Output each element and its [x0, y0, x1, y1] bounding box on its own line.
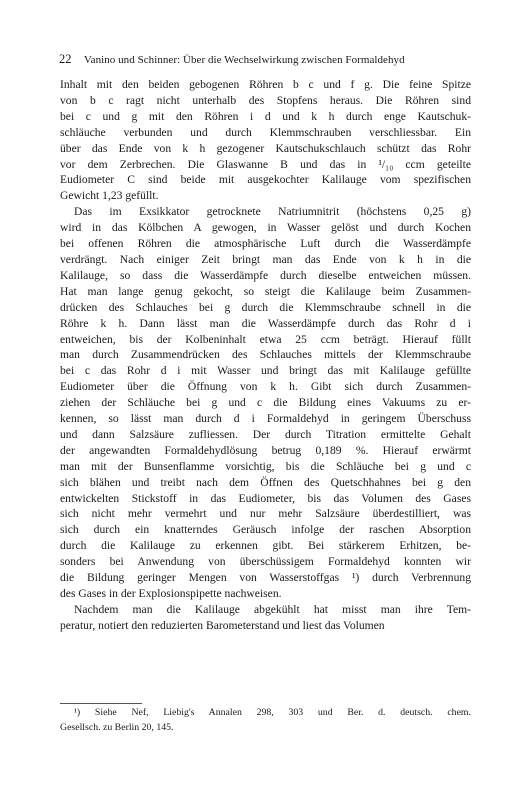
text-line: von b c ragt nicht unterhalb des Stopfens heraus. Die Röhren sind: [60, 93, 471, 107]
text-line: man mit der Bunsenflamme vorsichtig, bis die Schläuche bei g und c: [60, 459, 471, 473]
text-line: sich nicht mehr vermehrt und nur mehr Salzsäure überdestilliert, was: [60, 507, 471, 521]
text-line: vor dem Zerbrechen. Die Glaswanne B und das in ¹/₁₀ ccm geteilte: [60, 157, 471, 171]
text-line: bei offenen Röhren die atmosphärische Luft durch die Wasserdämpfe: [60, 237, 471, 251]
text-line: verdrängt. Nach einiger Zeit bringt man das Ende von k h in die: [60, 252, 471, 266]
text-line: sich blähen und treibt nach dem Öffnen des Quetschhahnes bei g den: [60, 475, 471, 489]
paragraph: [60, 204, 471, 602]
running-header: [59, 52, 479, 67]
text-line: über das Ende von k h gezogener Kautschukschlauch schützt das Rohr: [60, 141, 471, 155]
footnote-line: Gesellsch. zu Berlin 20, 145.: [60, 721, 174, 733]
paragraph: [60, 602, 471, 634]
text-line: drücken des Schlauches bei g durch die Klemmschraube schnell in die: [60, 300, 471, 314]
text-line: entweichen, bis der Kolbeninhalt etwa 25 ccm beträgt. Hierauf füllt: [60, 332, 471, 346]
paragraph: [60, 77, 471, 204]
text-line: sich durch ein knatterndes Geräusch infolge der raschen Absorption: [60, 523, 471, 537]
text-line: bei c und g mit den Röhren i d und k h durch enge Kautschuk-: [60, 109, 471, 123]
text-line: und dann Salzsäure zufliessen. Der durch Titration ermittelte Gehalt: [60, 427, 471, 441]
running-title: Vanino und Schinner: Über die Wechselwirkung zwischen Formaldehyd: [83, 54, 405, 66]
footnote-rule: [60, 703, 142, 704]
text-line: Eudiometer über die Öffnung von k h. Gibt sich durch Zusammen-: [60, 380, 471, 394]
page-number: 22: [59, 52, 72, 66]
footnote: [60, 706, 471, 735]
text-line: der angewandten Formaldehydlösung betrug 0,189 %. Hierauf erwärmt: [60, 443, 471, 457]
text-line: Röhre k h. Dann lässt man die Wasserdämpfe durch das Rohr d i: [60, 316, 471, 330]
text-line: peratur, notiert den reduzierten Barometerstand und liest das Volumen: [60, 618, 385, 632]
text-line: bei c das Rohr d i mit Wasser und bringt das mit Kalilauge gefüllte: [60, 364, 471, 378]
text-line: durch die Kalilauge zu erkennen gibt. Bei stärkerem Erhitzen, be-: [60, 539, 471, 553]
footnote-line: ¹) Siehe Nef, Liebig's Annalen 298, 303 und Ber. d. deutsch. chem.: [74, 707, 471, 718]
text-line: Hat man lange genug gekocht, so steigt die Kalilauge beim Zusammen-: [60, 284, 471, 298]
text-line: die Bildung geringer Mengen von Wasserstoffgas ¹) durch Verbrennung: [60, 571, 471, 585]
text-line: des Gases in der Explosionspipette nachweisen.: [60, 587, 282, 600]
text-line: Kalilauge, so dass die Wasserdämpfe durch dieselbe entweichen müssen.: [60, 268, 471, 282]
text-line: Das im Exsikkator getrocknete Natriumnitrit (höchstens 0,25 g): [74, 205, 471, 219]
text-line: ziehen der Schläuche bei g und c die Bildung eines Vakuums zu er-: [60, 396, 471, 410]
text-line: Nachdem man die Kalilauge abgekühlt hat misst man ihre Tem-: [74, 602, 471, 616]
text-line: schläuche verbunden und durch Klemmschrauben verschliessbar. Ein: [60, 125, 471, 139]
text-line: man durch Zusammendrücken des Schlauches mittels der Klemmschraube: [60, 348, 471, 362]
text-line: entwickelten Stickstoff in das Eudiometer, bis das Volumen des Gases: [60, 491, 471, 505]
text-line: Eudiometer C sind beide mit ausgekochter Kalilauge vom spezifischen: [60, 173, 471, 187]
text-line: Inhalt mit den beiden gebogenen Röhren b c und f g. Die feine Spitze: [60, 78, 471, 91]
text-line: kennen, so lässt man durch d i Formaldehyd in geringem Überschuss: [60, 412, 471, 426]
text-line: Gewicht 1,23 gefüllt.: [60, 189, 159, 203]
body-text: [60, 77, 471, 634]
text-line: sonders bei Anwendung von überschüssigem Formaldehyd konnten wir: [60, 555, 471, 569]
text-line: wird in das Kölbchen A gewogen, in Wasser gelöst und durch Kochen: [60, 221, 471, 235]
